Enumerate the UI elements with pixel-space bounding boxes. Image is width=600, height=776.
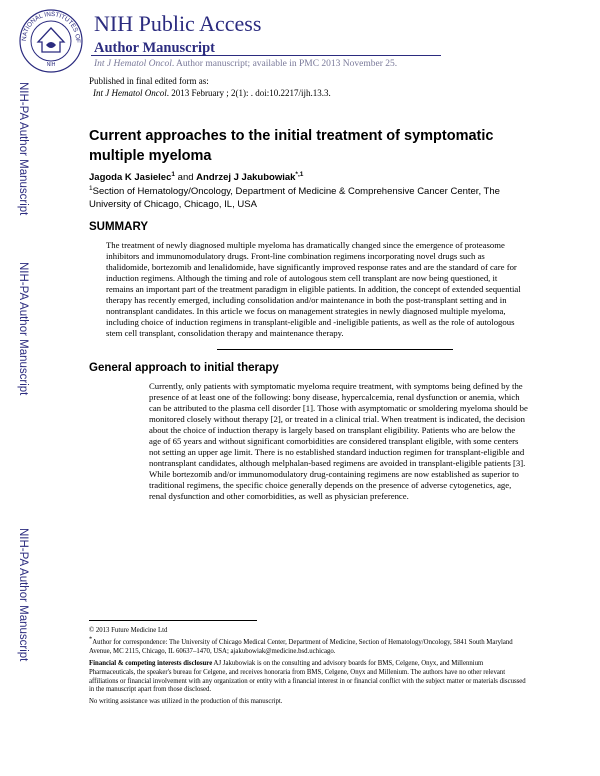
svg-text:NIH: NIH xyxy=(46,62,56,68)
sidebar-label-middle: NIH-PA Author Manuscript xyxy=(17,262,29,396)
summary-heading: SUMMARY xyxy=(89,221,148,233)
writing-assistance-note: No writing assistance was utilized in the production of this manuscript. xyxy=(89,698,283,706)
disclosure-label: Financial & competing interests disclosure xyxy=(89,659,213,667)
author-1: Jagoda K Jasielec xyxy=(89,172,172,183)
footnotes xyxy=(89,627,529,710)
availability-journal: Int J Hematol Oncol xyxy=(94,59,172,69)
copyright-line: © 2013 Future Medicine Ltd xyxy=(89,627,168,634)
citation-journal: Int J Hematol Oncol xyxy=(93,88,167,98)
author-list xyxy=(89,172,303,183)
summary-body: The treatment of newly diagnosed multiple myeloma has dramatically changed since the emergence of proteasome inhibitors and immunomodulatory drugs. Front-line combination regimens incorporating novel drugs such as thalidomide, bortezomib and lenalidomide, have significantly improved response rates and are the standard of care for induction regimens. Although the timing and role of autologous stem cell transplant are now being questioned, it remains an important part of the treatment paradigm in eligible patients. In addition, the concept of extended sequential therapy has recently emerged, including consolidation and/or maintenance in both the post-transplant setting and in nontransplant candidates. In this article we focus on management strategies in newly diagnosed multiple myeloma, including choice of induction regimens in transplant-eligible and -ineligible patients, as well as the role of autologous stem cell transplant, consolidation therapy and maintenance therapy. xyxy=(106,240,521,339)
disclosure-text: AJ Jakubowiak is on the consulting and advisory boards for BMS, Celgene, Onyx, and Millennium Pharmaceuticals, the speaker's bureau for Celgene, and receives honoraria from BMS, Celgene, Onyx and Millenium. The authors have no other relevant affiliations or financial involvement with any organization or entity with a financial interest in or financial conflict with the subject matter or materials discussed in the manuscript apart from those disclosed. xyxy=(89,659,526,694)
article-title: Current approaches to the initial treatment of symptomatic multiple myeloma xyxy=(89,128,494,164)
correspondence-mark: * xyxy=(89,635,93,643)
publication-info xyxy=(89,75,331,99)
nih-public-access-title: NIH Public Access xyxy=(94,11,262,36)
general-approach-heading: General approach to initial therapy xyxy=(89,362,279,374)
author-manuscript-label: Author Manuscript xyxy=(94,40,215,56)
affiliation-sup: 1 xyxy=(89,184,93,192)
author-and: and xyxy=(175,172,197,183)
citation-line xyxy=(89,87,331,99)
footnote-divider xyxy=(89,620,257,621)
affiliation xyxy=(89,185,519,211)
correspondence-text: Author for correspondence: The University of Chicago Medical Center, Department of Medicine, Section of Hematology/Oncology, 5841 South Maryland Avenue, MC 2115, Chicago, IL 60637–1470, USA; ajakubowiak@medicine.bsd.uchicago. xyxy=(89,638,513,655)
availability-line xyxy=(94,59,397,69)
svg-text:NATIONAL INSTITUTES OF HEALTH: NATIONAL INSTITUTES OF xyxy=(20,10,82,43)
affiliation-text: Section of Hematology/Oncology, Department of Medicine & Comprehensive Cancer Center, The University of Chicago, Chicago, IL, USA xyxy=(89,186,500,210)
citation-text: . 2013 February ; 2(1): . doi:10.2217/ijh.13.3. xyxy=(166,88,331,98)
general-approach-body: Currently, only patients with symptomatic myeloma require treatment, with symptoms being defined by the presence of at least one of the following: bony disease, hypercalcemia, renal dysfunction or anemia, which can be attributed to the plasma cell disorder [1]. Those with asymptomatic or smoldering myeloma should be monitored closely without therapy [2], or treated in a clinical trial. When treatment is indicated, the decision about the choice of induction therapy is largely based on transplant eligibility. Patients who are below the age of 65 years and without significant comorbidities are considered transplant eligible, with some centers not setting an upper age limit. There is no established standard induction regimen for transplant-eligible and nontransplant candidates, although melphalan-based regimens are avoided in transplant-eligible patients [3]. While bortezomib and/or immunomodulatory drug-containing regimens are now established as superior to traditional regimens, the specific choice generally depends on the presence of adverse cytogenetics, age, renal dysfunction and other comorbidities, as well as physician preference. xyxy=(149,381,528,502)
disclosure-note xyxy=(89,660,529,696)
nih-seal-logo xyxy=(16,4,86,74)
sidebar-label-top: NIH-PA Author Manuscript xyxy=(17,82,29,216)
section-divider xyxy=(217,349,453,350)
availability-text: . Author manuscript; available in PMC 2013 November 25. xyxy=(171,59,398,69)
author-2: Andrzej J Jakubowiak xyxy=(196,172,296,183)
correspondence-note xyxy=(89,635,529,657)
author-1-sup: 1 xyxy=(171,170,176,178)
sidebar-label-bottom: NIH-PA Author Manuscript xyxy=(17,528,29,662)
published-label: Published in final edited form as: xyxy=(89,76,209,86)
author-2-sup: *,1 xyxy=(295,170,304,178)
